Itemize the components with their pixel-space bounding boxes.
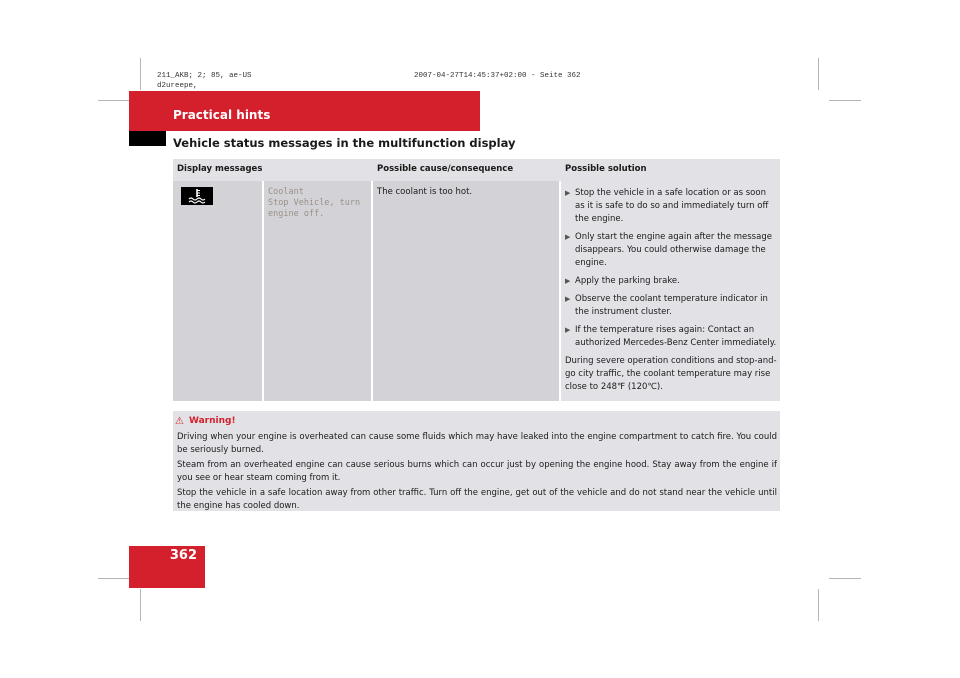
crop-mark: [829, 100, 861, 101]
warning-body: [177, 431, 777, 515]
arrow-right-icon: ▶: [565, 277, 571, 285]
warning-title: Warning!: [189, 416, 236, 426]
cause-text: The coolant is too hot.: [377, 187, 473, 197]
warning-paragraph: Steam from an overheated engine can cause serious burns which can occur just by opening the engine hood. Stay away from the engine if you see or hear steam coming from it.: [177, 460, 777, 483]
crop-mark: [98, 578, 130, 579]
print-meta: [157, 71, 252, 91]
display-line: engine off.: [268, 209, 325, 219]
list-item: [565, 275, 777, 288]
list-item: [565, 293, 777, 319]
column-header-display: Display messages: [177, 164, 263, 174]
display-line: Coolant: [268, 187, 304, 197]
messages-table: [173, 159, 780, 401]
list-item: [565, 231, 777, 270]
solution-note: During severe operation conditions and stop-and-go city traffic, the coolant temperature may rise close to 248℉ (120℃).: [565, 356, 777, 392]
crop-mark: [140, 58, 141, 90]
print-timestamp: 2007-04-27T14:45:37+02:00 - Seite 362: [414, 72, 581, 80]
table-cell-cause: [373, 181, 559, 401]
column-header-solution: Possible solution: [565, 164, 647, 174]
warning-triangle-icon: ⚠: [175, 416, 184, 427]
arrow-right-icon: ▶: [565, 189, 571, 197]
solution-text: Observe the coolant temperature indicator in the instrument cluster.: [575, 294, 768, 317]
coolant-temperature-icon: [181, 187, 213, 205]
arrow-right-icon: ▶: [565, 326, 571, 334]
crop-mark: [818, 589, 819, 621]
header-tab: [129, 131, 166, 146]
table-cell-solution: [561, 181, 780, 401]
solution-text: If the temperature rises again: Contact an authorized Mercedes-Benz Center immediately.: [575, 325, 777, 348]
print-meta-line2: d2ureepe,: [157, 82, 198, 90]
warning-box: [173, 411, 780, 511]
warning-paragraph: Driving when your engine is overheated can cause some fluids which may have leaked into the engine compartment to catch fire. You could be seriously burned.: [177, 432, 777, 455]
section-title: Vehicle status messages in the multifunction display: [173, 136, 516, 150]
table-header: [173, 159, 780, 181]
solution-text: Only start the engine again after the message disappears. You could otherwise damage the engine.: [575, 232, 772, 268]
arrow-right-icon: ▶: [565, 233, 571, 241]
crop-mark: [818, 58, 819, 90]
solution-text: Apply the parking brake.: [575, 276, 680, 286]
list-item: [565, 187, 777, 226]
table-cell-display: [264, 181, 371, 401]
list-item: [565, 324, 777, 350]
display-line: Stop Vehicle, turn: [268, 198, 361, 208]
warning-heading: [175, 416, 236, 427]
chapter-title: Practical hints: [173, 108, 271, 122]
solution-list: [565, 187, 777, 394]
crop-mark: [829, 578, 861, 579]
warning-paragraph: Stop the vehicle in a safe location away from other traffic. Turn off the engine, get out of the vehicle and do not stand near the vehicle until the engine has cooled down.: [177, 488, 777, 511]
arrow-right-icon: ▶: [565, 295, 571, 303]
crop-mark: [98, 100, 130, 101]
display-message: [268, 187, 360, 220]
print-meta-line1: 211_AKB; 2; 85, ae-US: [157, 72, 252, 80]
crop-mark: [140, 589, 141, 621]
table-cell-icon: [173, 181, 262, 401]
column-header-cause: Possible cause/consequence: [377, 164, 514, 174]
solution-text: Stop the vehicle in a safe location or as soon as it is safe to do so and immediately turn off the engine.: [575, 188, 769, 224]
page-number: 362: [169, 548, 197, 563]
